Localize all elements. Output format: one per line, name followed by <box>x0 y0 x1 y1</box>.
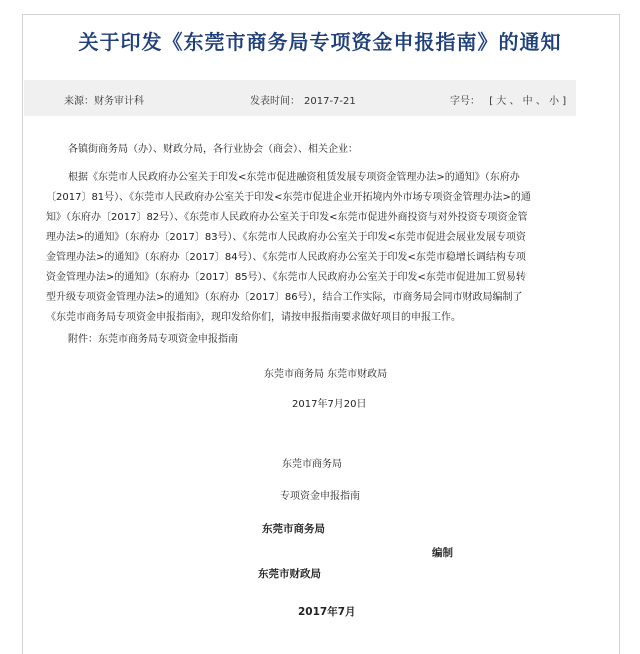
size-close-bracket: ] <box>562 96 567 107</box>
size-label: 字号： <box>450 96 480 107</box>
body-paragraph <box>46 168 566 328</box>
salutation: 各镇街商务局（办）、财政分局，各行业协会（商会）、相关企业： <box>68 144 358 155</box>
paragraph-line: 《东莞市商务局专项资金申报指南》，现印发给你们，请按申报指南要求做好项目的申报工作。 <box>46 312 461 323</box>
paragraph-line: 型升级专项资金管理办法>的通知》（东府办〔2017〕86号），结合工作实际，市商务局会同市财政局编制了 <box>46 292 523 303</box>
font-size-large-link[interactable]: 大 <box>496 96 507 107</box>
cover-org: 东莞市商务局 <box>282 459 342 470</box>
size-separator: 、 <box>509 96 520 107</box>
cover-editor-1: 东莞市商务局 <box>262 523 325 535</box>
size-separator: 、 <box>535 96 546 107</box>
source-label: 来源： <box>64 96 94 107</box>
cover-date: 2017年7月 <box>298 606 356 618</box>
date-value: 2017-7-21 <box>304 96 356 107</box>
cover-doc-title: 专项资金申报指南 <box>280 491 360 502</box>
signature-date: 2017年7月20日 <box>292 399 367 410</box>
cover-edit-word: 编制 <box>432 547 453 559</box>
attachment-note: 附件：东莞市商务局专项资金申报指南 <box>68 334 238 345</box>
publish-date-info <box>250 92 356 107</box>
paragraph-line: 理办法>的通知》（东府办〔2017〕83号）、《东莞市人民政府办公室关于印发<东莞市促进会展业发展专项资 <box>46 232 526 243</box>
paragraph-line: 知》（东府办〔2017〕82号）、《东莞市人民政府办公室关于印发<东莞市促进外商投资与对外投资专项资金管 <box>46 212 528 223</box>
page-title: 关于印发《东莞市商务局专项资金申报指南》的通知 <box>78 30 562 54</box>
font-size-selector <box>450 92 566 107</box>
font-size-small-link[interactable]: 小 <box>549 96 560 107</box>
paragraph-line: 金管理办法>的通知》（东府办〔2017〕84号）、《东莞市人民政府办公室关于印发<东莞市稳增长调结构专项 <box>46 252 526 263</box>
cover-editor-2: 东莞市财政局 <box>258 568 321 580</box>
source-info <box>64 92 144 107</box>
font-size-medium-link[interactable]: 中 <box>522 96 533 107</box>
date-label: 发表时间： <box>250 96 300 107</box>
source-value: 财务审计科 <box>94 96 144 107</box>
paragraph-line: 〔2017〕81号）、《东莞市人民政府办公室关于印发<东莞市促进企业开拓境内外市场专项资金管理办法>的通 <box>46 192 531 203</box>
paragraph-line: 资金管理办法>的通知》（东府办〔2017〕85号）、《东莞市人民政府办公室关于印发<东莞市促进加工贸易转 <box>46 272 526 283</box>
meta-bar <box>24 80 576 116</box>
signature: 东莞市商务局 东莞市财政局 <box>264 369 388 380</box>
paragraph-line: 根据《东莞市人民政府办公室关于印发<东莞市促进融资租赁发展专项资金管理办法>的通知》（东府办 <box>68 172 520 183</box>
size-open-bracket: [ <box>489 96 494 107</box>
